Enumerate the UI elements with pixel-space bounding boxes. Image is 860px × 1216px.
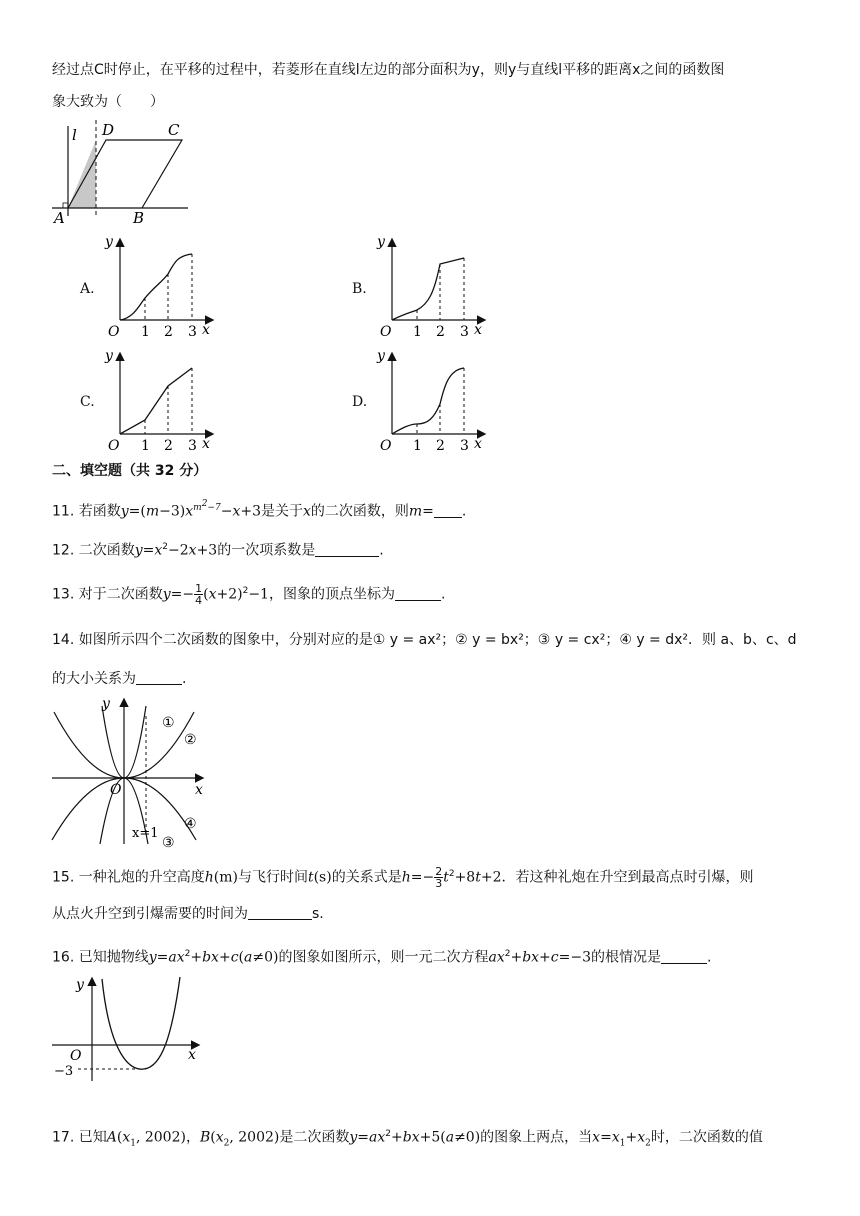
answer-blank-12[interactable] — [315, 542, 379, 557]
svg-text:③: ③ — [162, 835, 175, 850]
option-d-label: D. — [352, 394, 368, 410]
svg-text:3: 3 — [188, 324, 197, 338]
svg-text:O: O — [70, 1048, 82, 1064]
svg-text:O: O — [108, 438, 120, 452]
svg-text:3: 3 — [188, 438, 197, 452]
label-B: B — [133, 209, 145, 227]
svg-text:y: y — [377, 234, 385, 250]
svg-text:y: y — [105, 234, 113, 250]
question-15-line2: 从点火升空到引爆需要的时间为 s. — [52, 906, 324, 922]
question-15-line1: 15. 一种礼炮的升空高度h(m)与飞行时间t(s)的关系式是h=− $\frac{2}{3}$ $t^2+8t+2$．若这种礼炮在升空到最高点时引爆，则 — [52, 865, 754, 891]
q14-parabolas-figure — [50, 694, 220, 850]
q16-parabola-figure — [50, 975, 210, 1083]
svg-text:x: x — [474, 322, 482, 338]
svg-text:2: 2 — [436, 324, 445, 338]
option-a-graph — [100, 234, 220, 338]
option-c-graph — [100, 348, 220, 452]
question-14-line1: 14. 如图所示四个二次函数的图象中，分别对应的是① y = ax²；② y = bx²；③ y = cx²；④ y = dx²．则 a、b、c、d — [52, 632, 797, 648]
label-D: D — [102, 121, 115, 139]
svg-text:2: 2 — [436, 438, 445, 452]
option-b-label: B. — [352, 281, 367, 297]
svg-text:x: x — [188, 1047, 196, 1063]
svg-text:②: ② — [184, 732, 197, 748]
option-c-label: C. — [80, 394, 95, 410]
answer-blank-14[interactable] — [136, 670, 182, 685]
svg-text:1: 1 — [141, 324, 150, 338]
svg-text:O: O — [108, 324, 120, 338]
answer-blank-11[interactable] — [434, 503, 462, 518]
svg-text:O: O — [380, 438, 392, 452]
svg-text:y: y — [377, 348, 385, 364]
answer-blank-13[interactable] — [395, 586, 441, 601]
answer-blank-16[interactable] — [661, 949, 707, 964]
label-A: A — [54, 209, 65, 227]
svg-text:x: x — [195, 782, 203, 798]
section-heading: 二、填空题（共 32 分） — [52, 463, 208, 479]
svg-text:−3: −3 — [54, 1064, 74, 1079]
svg-text:O: O — [110, 782, 122, 798]
q10-line1: 经过点C时停止，在平移的过程中，若菱形在直线l左边的部分面积为y，则y与直线l平移的距离x之间的函数图 — [52, 62, 725, 78]
answer-blank-15[interactable] — [248, 905, 312, 920]
svg-text:①: ① — [162, 715, 175, 731]
svg-text:2: 2 — [164, 438, 173, 452]
rhombus-figure — [50, 118, 200, 230]
question-12: 12. 二次函数$y=x^2-2x+3$的一次项系数是 . — [52, 542, 384, 559]
label-l: l — [72, 126, 77, 144]
option-d-graph — [372, 348, 492, 452]
svg-text:x=1: x=1 — [132, 826, 159, 841]
svg-text:y: y — [76, 977, 84, 993]
svg-text:y: y — [105, 348, 113, 364]
option-a-label: A. — [80, 281, 95, 297]
svg-text:3: 3 — [460, 438, 469, 452]
q10-line2: 象大致为（ ） — [52, 94, 164, 110]
svg-text:x: x — [474, 436, 482, 452]
svg-text:y: y — [102, 696, 110, 712]
question-13: 13. 对于二次函数y=− $\frac{1}{4}$ $(x+2)^2-1$，图象的顶点坐标为 . — [52, 582, 446, 608]
question-17: 17. 已知$A(x_1$, 2002)，$B(x_2$, 2002)是二次函数$y=ax^2+bx+5(a\ne 0)$的图象上两点，当$x=x_1+x_2$时，二次函数的值 — [52, 1129, 763, 1149]
option-b-graph — [372, 234, 492, 338]
question-14-line2: 的大小关系为 . — [52, 671, 187, 687]
svg-text:x: x — [202, 436, 210, 452]
svg-text:1: 1 — [413, 438, 422, 452]
svg-text:x: x — [202, 322, 210, 338]
svg-text:1: 1 — [141, 438, 150, 452]
svg-text:3: 3 — [460, 324, 469, 338]
question-16: 16. 已知抛物线$y=ax^2+bx+c(a\ne 0)$的图象如图所示，则一元二次方程$ax^2+bx+c=-3$的根情况是 . — [52, 949, 712, 966]
label-C: C — [168, 121, 180, 139]
svg-text:O: O — [380, 324, 392, 338]
question-11: 11. 若函数$y=(m-3)x^{m^2-7}-x+3$是关于x的二次函数，则m= . — [52, 499, 467, 520]
svg-text:④: ④ — [184, 816, 197, 832]
svg-text:1: 1 — [413, 324, 422, 338]
svg-text:2: 2 — [164, 324, 173, 338]
